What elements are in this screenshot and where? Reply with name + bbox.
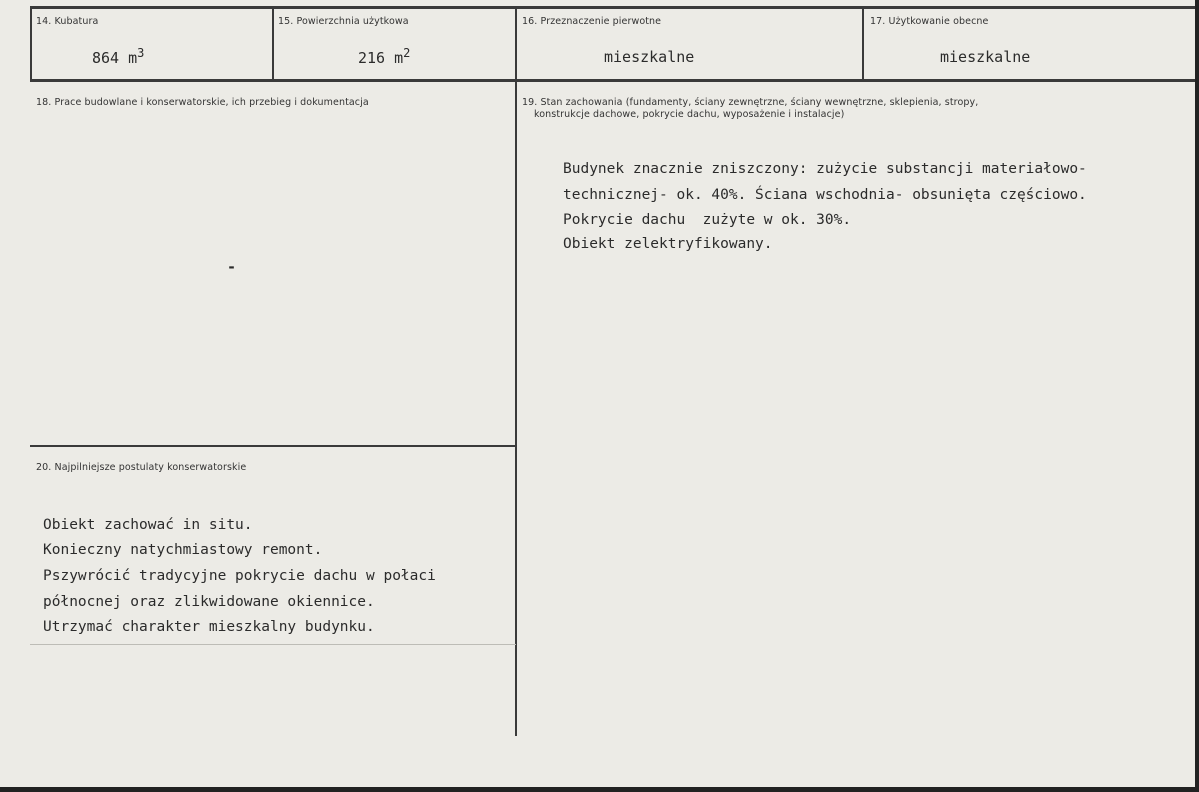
postulaty-line: północnej oraz zlikwidowane okiennice. <box>43 594 375 610</box>
powierzchnia-exponent: 2 <box>403 46 411 60</box>
right-edge <box>1195 0 1199 792</box>
kubatura-number: 864 m <box>92 49 138 67</box>
postulaty-line: Konieczny natychmiastowy remont. <box>43 542 323 558</box>
powierzchnia-number: 216 m <box>358 49 404 67</box>
powierzchnia-label: 15. Powierzchnia użytkowa <box>278 16 409 27</box>
postulaty-label: 20. Najpilniejsze postulaty konserwatorskie <box>36 462 247 473</box>
powierzchnia-value <box>358 46 410 67</box>
stan-line: Budynek znacznie zniszczony: zużycie substancji materiałowo- <box>563 161 1087 177</box>
left-border <box>30 6 32 82</box>
section-20-rule <box>30 445 516 447</box>
divider-17 <box>862 6 864 82</box>
divider-15 <box>272 6 274 82</box>
przeznaczenie-value: mieszkalne <box>604 48 695 66</box>
uzytkowanie-label: 17. Użytkowanie obecne <box>870 16 989 27</box>
kubatura-value <box>92 46 144 67</box>
top-rule <box>30 6 1195 9</box>
prace-value: - <box>227 258 237 276</box>
prace-label: 18. Prace budowlane i konserwatorskie, ich przebieg i dokumentacja <box>36 97 369 108</box>
stan-label-line2: konstrukcje dachowe, pokrycie dachu, wyposażenie i instalacje) <box>534 109 845 120</box>
uzytkowanie-value: mieszkalne <box>940 48 1031 66</box>
postulaty-line: Utrzymać charakter mieszkalny budynku. <box>43 619 375 635</box>
section-20-bottom-rule <box>30 644 516 645</box>
stan-label-line1: 19. Stan zachowania (fundamenty, ściany zewnętrzne, ściany wewnętrzne, sklepienia, stropy, <box>522 97 979 108</box>
stan-line: technicznej- ok. 40%. Ściana wschodnia- obsunięta częściowo. <box>563 187 1087 203</box>
postulaty-line: Pszywrócić tradycyjne pokrycie dachu w połaci <box>43 568 436 584</box>
row-rule <box>30 79 1195 82</box>
divider-16 <box>515 6 517 736</box>
bottom-edge <box>0 787 1199 792</box>
postulaty-line: Obiekt zachować in situ. <box>43 517 253 533</box>
stan-line: Pokrycie dachu zużyte w ok. 30%. <box>563 212 852 228</box>
kubatura-label: 14. Kubatura <box>36 16 99 27</box>
stan-line: Obiekt zelektryfikowany. <box>563 236 773 252</box>
kubatura-exponent: 3 <box>137 46 145 60</box>
przeznaczenie-label: 16. Przeznaczenie pierwotne <box>522 16 662 27</box>
